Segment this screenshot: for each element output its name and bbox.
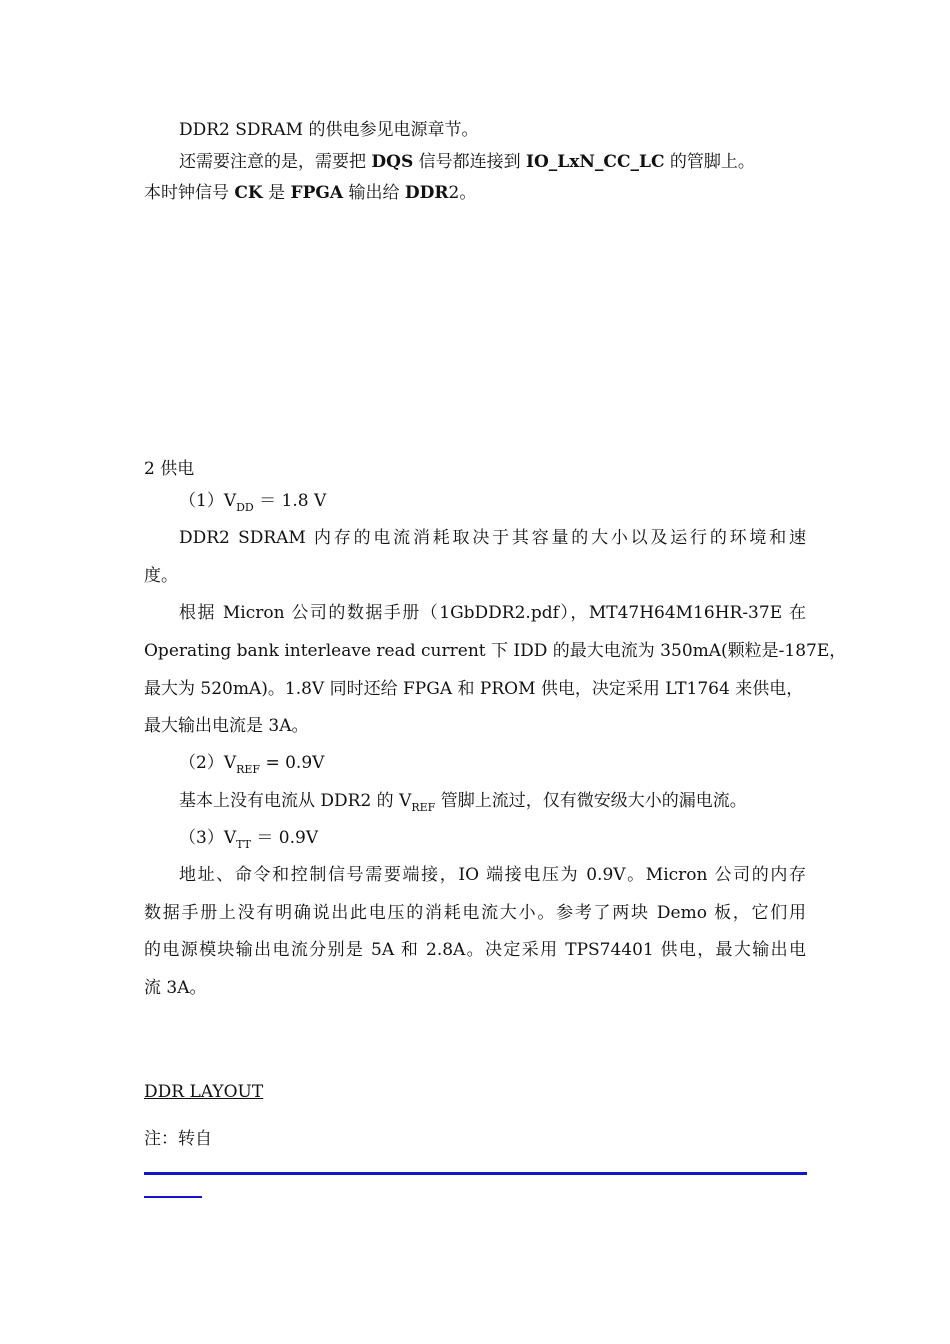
para4-text-3: 的电源模块输出电流分别是 5A 和 2.8A。决定采用 TPS74401 供电，最大输出电 <box>144 940 806 960</box>
para4-text-4: 流 3A。 <box>144 978 207 998</box>
para2-text-4: 最大输出电流是 3A。 <box>144 716 309 736</box>
source-note: 注：转自 <box>144 1129 212 1149</box>
intro-text-3e: 输出给 <box>343 183 405 203</box>
vdd-value: ＝ 1.8 V <box>253 491 327 511</box>
para4-line-2 <box>144 901 806 925</box>
intro-line-1 <box>179 118 478 142</box>
para2-text-1: 根据 Micron 公司的数据手册（1GbDDR2.pdf），MT47H64M16HR-37E 在 <box>179 603 806 623</box>
intro-text-3c: 是 <box>262 183 291 203</box>
para2-line-1 <box>179 601 806 625</box>
para1-text-1: DDR2 SDRAM 内存的电流消耗取决于其容量的大小以及运行的环境和速 <box>179 528 806 548</box>
para4-text-1: 地址、命令和控制信号需要端接，IO 端接电压为 0.9V。Micron 公司的内存 <box>179 865 806 885</box>
para2-line-4 <box>144 714 309 738</box>
intro-line-2 <box>179 150 755 174</box>
vref-line <box>179 751 324 777</box>
vtt-subscript: TT <box>236 838 251 851</box>
source-link-underline[interactable] <box>144 1196 202 1198</box>
para2-text-2: Operating bank interleave read current 下 IDD 的最大电流为 350mA(颗粒是-187E， <box>144 641 847 661</box>
para3-text-a: 基本上没有电流从 DDR2 的 V <box>179 791 412 811</box>
intro-text-2a: 还需要注意的是，需要把 <box>179 152 372 172</box>
intro-line-3 <box>144 181 476 205</box>
para4-line-3 <box>144 938 806 962</box>
para2-text-3: 最大为 520mA)。1.8V 同时还给 FPGA 和 PROM 供电，决定采用 LT1764 来供电， <box>144 679 804 699</box>
intro-io-pin: IO_LxN_CC_LC <box>526 152 665 172</box>
horizontal-divider <box>144 1172 807 1175</box>
para1-line-2 <box>144 564 178 588</box>
para4-line-1 <box>179 863 806 887</box>
vtt-value: ＝ 0.9V <box>250 828 319 848</box>
vdd-subscript: DD <box>236 501 254 514</box>
para4-text-2: 数据手册上没有明确说出此电压的消耗电流大小。参考了两块 Demo 板，它们用 <box>144 903 806 923</box>
intro-dqs: DQS <box>371 152 414 172</box>
intro-text-3g: 2。 <box>448 183 477 203</box>
para1-line-1 <box>179 526 806 550</box>
intro-ddr: DDR <box>404 183 449 203</box>
para4-line-4 <box>144 976 207 1000</box>
para2-line-2 <box>144 639 846 663</box>
vdd-line <box>179 489 326 515</box>
para1-text-2: 度。 <box>144 566 178 586</box>
footer-note-row <box>144 1127 212 1151</box>
ddr-layout-link[interactable]: DDR LAYOUT <box>144 1082 264 1102</box>
intro-text-2c: 信号都连接到 <box>413 152 527 172</box>
para3-text-b: 管脚上流过，仅有微安级大小的漏电流。 <box>435 791 747 811</box>
para3-line <box>179 789 747 815</box>
para2-line-3 <box>144 677 803 701</box>
para3-subscript: REF <box>411 801 436 814</box>
vtt-line <box>179 826 318 852</box>
intro-fpga: FPGA <box>290 183 344 203</box>
vref-subscript: REF <box>236 763 261 776</box>
intro-text-1: DDR2 SDRAM 的供电参见电源章节。 <box>179 120 479 140</box>
section-heading-text: 2 供电 <box>144 459 195 479</box>
vdd-label: （1）V <box>179 491 237 511</box>
intro-text-3a: 本时钟信号 <box>144 183 235 203</box>
intro-text-2e: 的管脚上。 <box>664 152 755 172</box>
vref-value: = 0.9V <box>260 753 325 773</box>
section-heading-power <box>144 457 194 481</box>
vtt-label: （3）V <box>179 828 237 848</box>
intro-ck: CK <box>234 183 263 203</box>
vref-label: （2）V <box>179 753 237 773</box>
footer-link-row <box>144 1080 263 1104</box>
